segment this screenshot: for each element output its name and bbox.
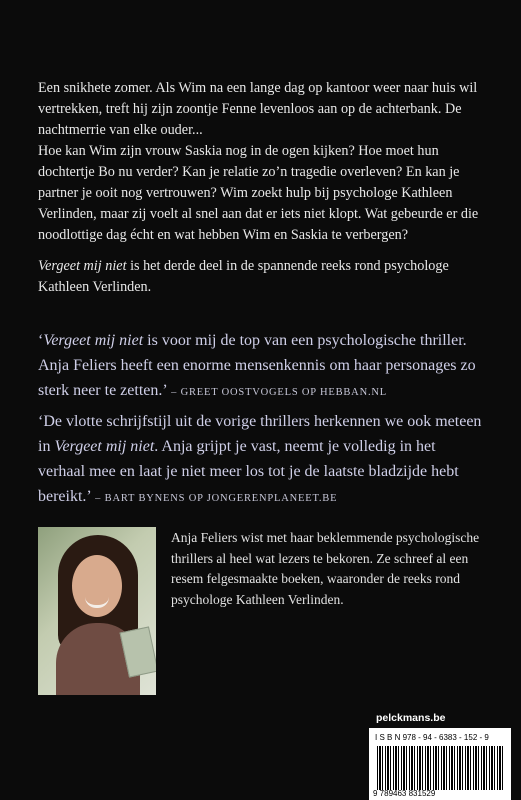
quote-2-intro: ‘De vlotte schrijfstijl uit de vorige thrillers herkennen we ook meteen in	[38, 413, 482, 455]
review-quote-2	[38, 409, 484, 511]
barcode	[377, 746, 503, 790]
quote-2-text: . Anja grijpt je vast, neemt je volledig in het verhaal mee en laat je niet meer los tot je de laatste bladzijde hebt bereikt.’	[38, 438, 459, 505]
review-quote-1	[38, 328, 484, 405]
quote-1-text: is voor mij de top van een psychologische thriller. Anja Feliers heeft een enorme mensenkennis om haar personages zo sterk neer te zetten.’	[38, 332, 476, 399]
publisher-url: pelckmans.be	[376, 712, 446, 724]
author-photo	[38, 527, 156, 695]
quote-1-source: – GREET OOSTVOGELS OP HEBBAN.NL	[167, 387, 387, 398]
isbn-label: I S B N 978 - 94 - 6383 - 152 - 9	[375, 733, 489, 742]
quote-1-open: ‘	[38, 332, 44, 349]
author-bio: Anja Feliers wist met haar beklemmende psychologische thrillers al heel wat lezers te bekoren. Ze schreef al een resem felgesmaakte boeken, waaronder de reeks rond psychologe Kathleen Verlinden.	[171, 530, 480, 607]
series-title: Vergeet mij niet	[38, 258, 127, 274]
isbn-barcode-box	[369, 728, 511, 800]
book-blurb	[38, 78, 484, 298]
series-note	[38, 256, 484, 298]
quote-2-title: Vergeet mij niet	[54, 438, 155, 455]
quote-2-source: – BART BYNENS OP JONGERENPLANEET.BE	[91, 493, 338, 504]
blurb-paragraph-2: Hoe kan Wim zijn vrouw Saskia nog in de ogen kijken? Hoe moet hun dochtertje Bo nu verder? Kan je relatie zo’n tragedie overleven? En kan je partner je ooit nog vertrouwen? Wim zoekt hulp bij psychologe Kathleen Verlinden, maar zij voelt al snel aan dat er iets niet klopt. Wat gebeurde er die noodlottige dag écht en wat hebben Wim en Saskia te verbergen?	[38, 143, 479, 243]
quote-1-title: Vergeet mij niet	[43, 332, 144, 349]
blurb-paragraph-1: Een snikhete zomer. Als Wim na een lange dag op kantoor weer naar huis wil vertrekken, treft hij zijn zoontje Fenne levenloos aan op de achterbank. De nachtmerrie van elke ouder...	[38, 80, 478, 138]
series-note-text: is het derde deel in de spannende reeks rond psychologe Kathleen Verlinden.	[38, 258, 449, 295]
barcode-number: 9 789463 831529	[373, 789, 436, 798]
